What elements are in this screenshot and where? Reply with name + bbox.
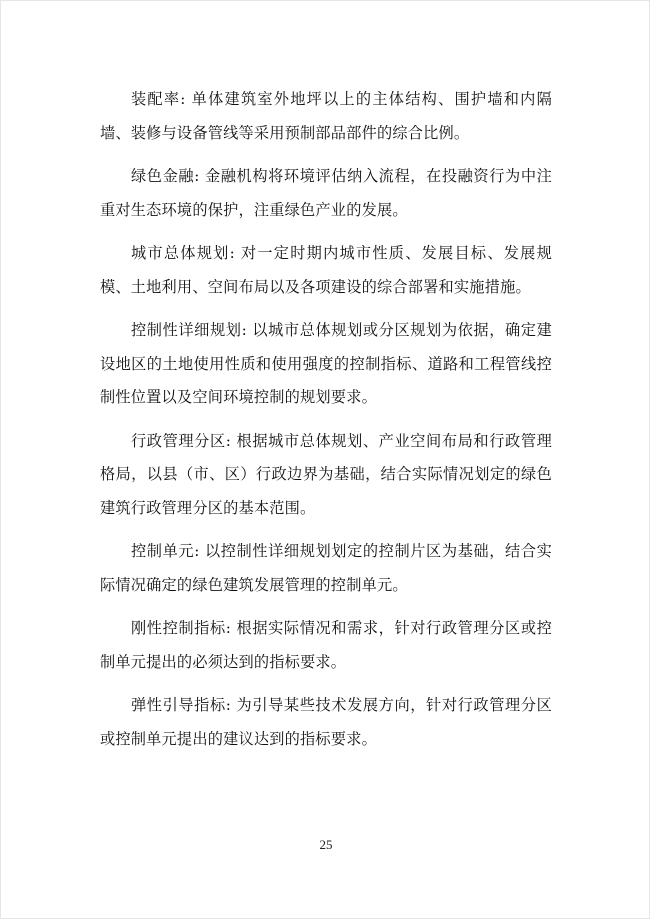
definition-text: 根据城市总体规划、产业空间布局和行政管理格局，以县（市、区）行政边界为基础，结合实际情况划定的绿色建筑行政管理分区的基本范围。 xyxy=(100,431,552,517)
definition-paragraph xyxy=(100,160,552,227)
definition-paragraph xyxy=(100,535,552,602)
definition-paragraph xyxy=(100,612,552,679)
definition-paragraph xyxy=(100,425,552,526)
definition-text: 金融机构将环境评估纳入流程，在投融资行为中注重对生态环境的保护，注重绿色产业的发展。 xyxy=(100,167,552,219)
definition-term: 控制单元 xyxy=(131,542,195,560)
term-separator: : xyxy=(225,431,237,450)
definition-term: 城市总体规划 xyxy=(131,244,230,262)
term-separator: : xyxy=(194,167,205,185)
definition-term: 弹性引导指标 xyxy=(131,696,226,714)
definitions-list xyxy=(100,83,552,766)
definition-term: 装配率 xyxy=(131,90,181,108)
term-separator: : xyxy=(194,542,205,560)
term-separator: : xyxy=(229,244,241,262)
definition-paragraph xyxy=(100,314,552,415)
definition-text: 为引导某些技术发展方向，针对行政管理分区或控制单元提出的建议达到的指标要求。 xyxy=(100,696,552,748)
definition-term: 绿色金融 xyxy=(131,167,195,185)
definition-term: 控制性详细规划 xyxy=(131,321,242,339)
term-separator: : xyxy=(225,696,237,714)
term-separator: : xyxy=(180,90,192,108)
definition-paragraph xyxy=(100,237,552,304)
definition-paragraph xyxy=(100,83,552,150)
definition-text: 以城市总体规划或分区规划为依据，确定建设地区的土地使用性质和使用强度的控制指标、道路和工程管线控制性位置以及空间环境控制的规划要求。 xyxy=(100,321,552,406)
definition-term: 行政管理分区 xyxy=(131,431,226,450)
term-separator: : xyxy=(241,321,253,339)
definition-text: 以控制性详细规划划定的控制片区为基础，结合实际情况确定的绿色建筑发展管理的控制单元。 xyxy=(100,542,552,594)
term-separator: : xyxy=(225,619,237,637)
page-number: 25 xyxy=(319,837,333,852)
definition-text: 对一定时期内城市性质、发展目标、发展规模、土地利用、空间布局以及各项建设的综合部署和实施措施。 xyxy=(100,244,552,296)
definition-paragraph xyxy=(100,689,552,756)
definition-term: 刚性控制指标 xyxy=(131,619,226,637)
definition-text: 单体建筑室外地坪以上的主体结构、围护墙和内隔墙、装修与设备管线等采用预制部品部件的综合比例。 xyxy=(100,90,552,142)
definition-text: 根据实际情况和需求，针对行政管理分区或控制单元提出的必须达到的指标要求。 xyxy=(100,619,552,671)
